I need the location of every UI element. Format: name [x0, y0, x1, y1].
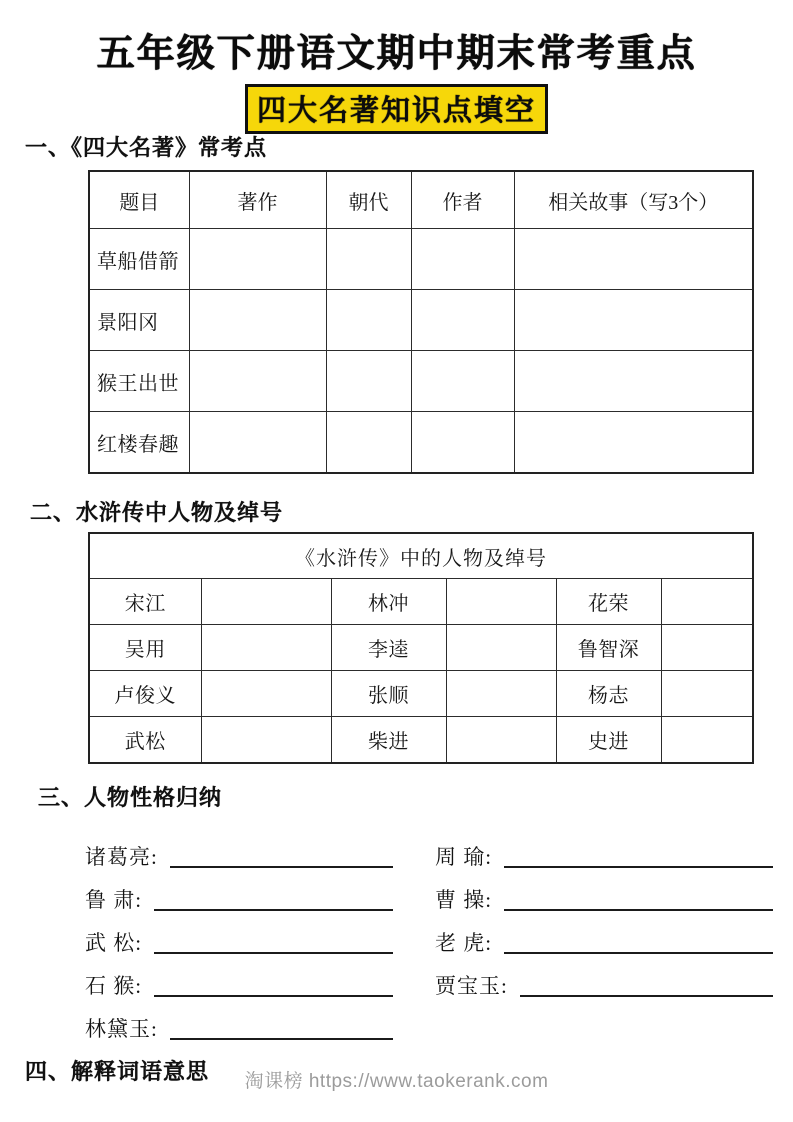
table-row: [89, 351, 753, 412]
blank-cell: [514, 290, 753, 351]
section-3-heading: 三、人物性格归纳: [38, 785, 223, 810]
col-header-author: 作者: [411, 171, 514, 229]
nickname-blank-cell: [201, 671, 331, 717]
character-label: 林黛玉:: [85, 1017, 158, 1041]
table-row: [89, 412, 753, 474]
answer-line: [520, 973, 773, 997]
row-label-cell: 景阳冈: [89, 290, 189, 351]
col-header-stories: 相关故事（写3个）: [514, 171, 753, 229]
character-label: 鲁 肃:: [85, 888, 143, 912]
character-label: 石 猴:: [85, 974, 143, 998]
blank-cell: [411, 229, 514, 290]
classics-table: [88, 170, 754, 474]
fill-in-item: [435, 828, 777, 871]
table-row: [89, 229, 753, 290]
nickname-blank-cell: [201, 625, 331, 671]
answer-line: [504, 887, 773, 911]
fill-in-item: [435, 914, 777, 957]
fill-in-item: [435, 871, 777, 914]
character-name-cell: 卢俊义: [89, 671, 201, 717]
character-label: 武 松:: [85, 931, 143, 955]
blank-cell: [411, 290, 514, 351]
blank-cell: [326, 290, 411, 351]
character-label: 周 瑜:: [435, 845, 493, 869]
col-header-work: 著作: [189, 171, 326, 229]
nickname-blank-cell: [446, 717, 556, 764]
character-name-cell: 武松: [89, 717, 201, 764]
table-row: [89, 579, 753, 625]
table-title-row: [89, 533, 753, 579]
row-label-cell: 草船借箭: [89, 229, 189, 290]
character-name-cell: 李逵: [331, 625, 446, 671]
answer-line: [504, 930, 773, 954]
nickname-blank-cell: [661, 625, 753, 671]
page-title: 五年级下册语文期中期末常考重点: [96, 33, 697, 75]
answer-line: [170, 844, 393, 868]
blank-cell: [189, 229, 326, 290]
blank-cell: [189, 412, 326, 474]
fill-in-item: [85, 957, 435, 1000]
section-1-heading: 一、《四大名著》常考点: [25, 135, 268, 160]
character-label: 曹 操:: [435, 888, 493, 912]
fill-in-item: [435, 957, 777, 1000]
answer-line: [170, 1016, 393, 1040]
character-name-cell: 宋江: [89, 579, 201, 625]
row-label-cell: 猴王出世: [89, 351, 189, 412]
shuihu-table-title: 《水浒传》中的人物及绰号: [89, 533, 753, 579]
blank-cell: [326, 351, 411, 412]
watermark: 淘课榜 https://www.taokerank.com: [244, 1071, 549, 1092]
character-label: 贾宝玉:: [435, 974, 508, 998]
answer-line: [154, 973, 393, 997]
fill-in-item: [85, 828, 435, 871]
character-name-cell: 柴进: [331, 717, 446, 764]
nickname-blank-cell: [446, 671, 556, 717]
character-name-cell: 花荣: [556, 579, 661, 625]
blank-cell: [514, 229, 753, 290]
blank-cell: [514, 412, 753, 474]
table-row: [89, 290, 753, 351]
table-header-row: [89, 171, 753, 229]
col-header-topic: 题目: [89, 171, 189, 229]
blank-cell: [189, 351, 326, 412]
character-name-cell: 张顺: [331, 671, 446, 717]
blank-cell: [189, 290, 326, 351]
character-name-cell: 林冲: [331, 579, 446, 625]
table-row: [89, 717, 753, 764]
section-4-heading: 四、解释词语意思: [25, 1059, 210, 1084]
subtitle-row: [0, 84, 793, 134]
blank-cell: [326, 229, 411, 290]
blank-cell: [411, 351, 514, 412]
character-name-cell: 吴用: [89, 625, 201, 671]
blank-cell: [326, 412, 411, 474]
nickname-blank-cell: [446, 579, 556, 625]
nickname-blank-cell: [661, 671, 753, 717]
fill-in-item: [85, 871, 435, 914]
col-header-dynasty: 朝代: [326, 171, 411, 229]
nickname-blank-cell: [446, 625, 556, 671]
nickname-blank-cell: [661, 717, 753, 764]
character-label: 老 虎:: [435, 931, 493, 955]
personality-fill-in-list: [85, 828, 777, 1043]
row-label-cell: 红楼春趣: [89, 412, 189, 474]
nickname-blank-cell: [201, 717, 331, 764]
character-name-cell: 鲁智深: [556, 625, 661, 671]
answer-line: [504, 844, 773, 868]
table-row: [89, 671, 753, 717]
character-label: 诸葛亮:: [85, 845, 158, 869]
nickname-blank-cell: [661, 579, 753, 625]
character-name-cell: 杨志: [556, 671, 661, 717]
fill-in-item: [85, 914, 435, 957]
blank-cell: [514, 351, 753, 412]
answer-line: [154, 887, 393, 911]
nickname-blank-cell: [201, 579, 331, 625]
shuihu-characters-table: [88, 532, 754, 764]
subtitle-highlight-badge: 四大名著知识点填空: [245, 84, 548, 134]
character-name-cell: 史进: [556, 717, 661, 764]
answer-line: [154, 930, 393, 954]
section-2-heading: 二、水浒传中人物及绰号: [30, 500, 284, 525]
blank-cell: [411, 412, 514, 474]
table-row: [89, 625, 753, 671]
fill-in-item: [85, 1000, 435, 1043]
